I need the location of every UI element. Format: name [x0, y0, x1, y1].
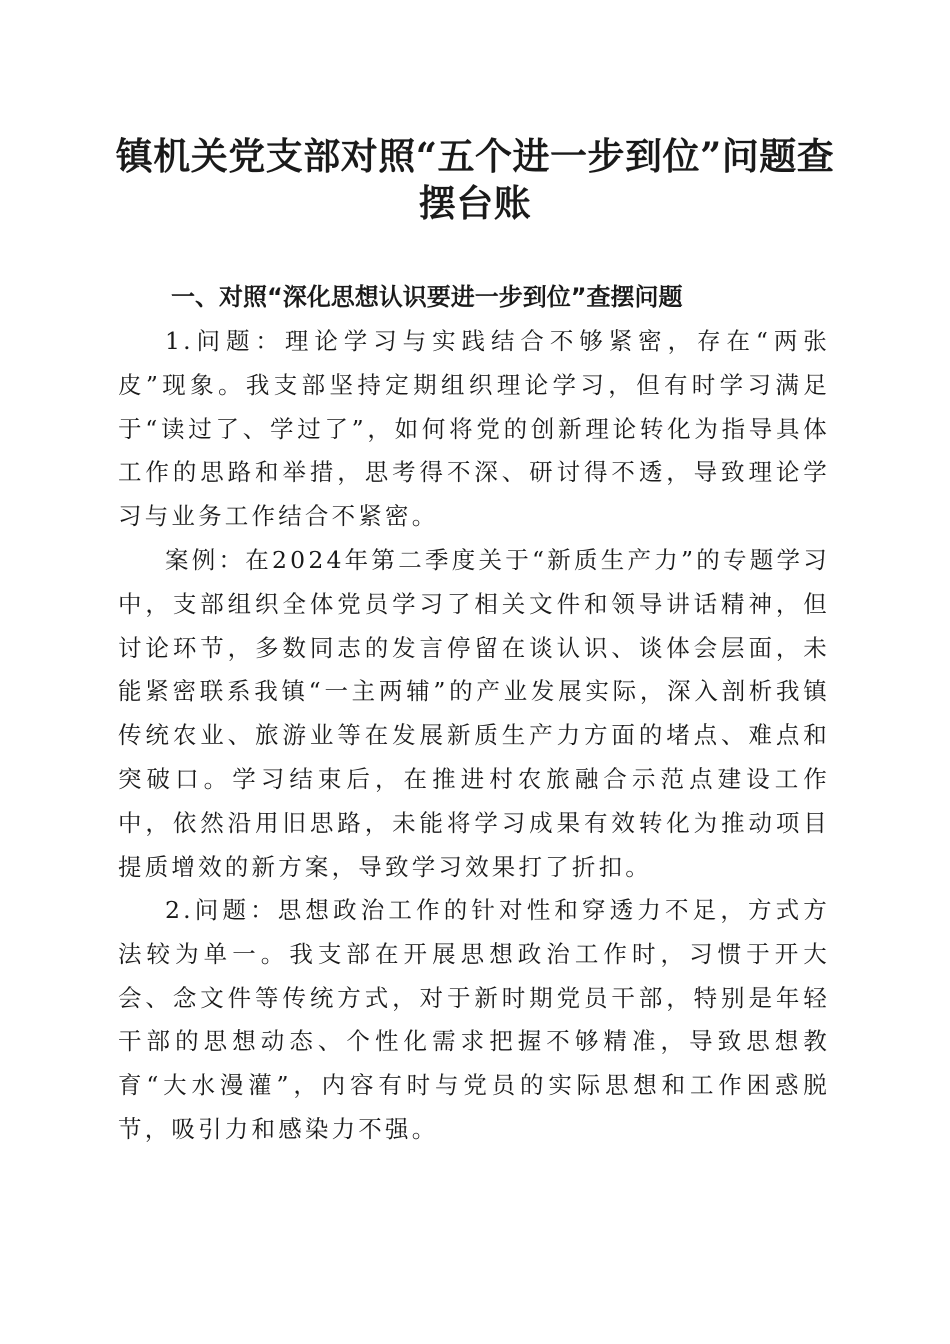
- paragraph-case: 案例：在2024年第二季度关于“新质生产力”的专题学习中，支部组织全体党员学习了相关文件和领导讲话精神，但讨论环节，多数同志的发言停留在谈认识、谈体会层面，未能紧密联系我镇“一主两辅”的产业发展实际，深入剖析我镇传统农业、旅游业等在发展新质生产力方面的堵点、难点和突破口。学习结束后，在推进村农旅融合示范点建设工作中，依然沿用旧思路，未能将学习成果有效转化为推动项目提质增效的新方案，导致学习效果打了折扣。: [118, 546, 830, 881]
- paragraph-problem-1: 1.问题：理论学习与实践结合不够紧密，存在“两张皮”现象。我支部坚持定期组织理论学习，但有时学习满足于“读过了、学过了”，如何将党的创新理论转化为指导具体工作的思路和举措，思考得不深、研讨得不透，导致理论学习与业务工作结合不紧密。: [118, 327, 830, 531]
- document-title: 镇机关党支部对照“五个进一步到位”问题查摆台账: [115, 134, 835, 225]
- section-heading: 一、对照“深化思想认识要进一步到位”查摆问题: [171, 283, 683, 311]
- paragraph-problem-2: 2.问题：思想政治工作的针对性和穿透力不足，方式方法较为单一。我支部在开展思想政治工作时，习惯于开大会、念文件等传统方式，对于新时期党员干部，特别是年轻干部的思想动态、个性化需求把握不够精准，导致思想教育“大水漫灌”，内容有时与党员的实际思想和工作困惑脱节，吸引力和感染力不强。: [118, 896, 830, 1143]
